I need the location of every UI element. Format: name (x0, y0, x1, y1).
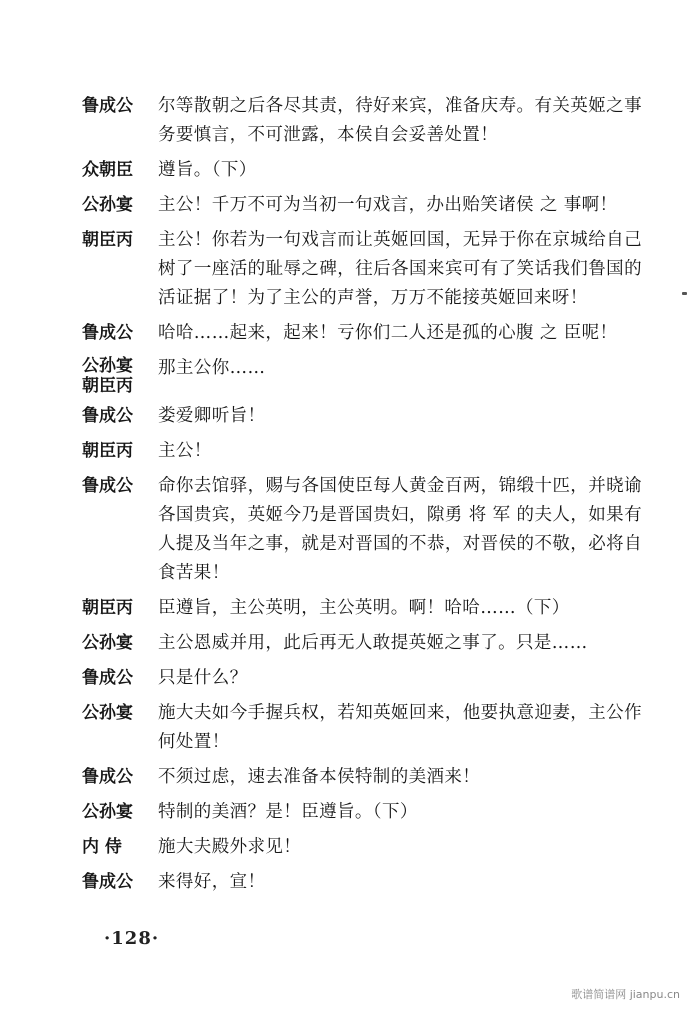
dialogue-line (82, 594, 642, 623)
dialogue-list (82, 92, 642, 903)
speaker-name: 公孙宴 (82, 703, 133, 723)
speaker-name: 鲁成公 (82, 96, 133, 116)
page-number: ·128· (104, 928, 160, 949)
speaker-name: 鲁成公 (82, 767, 133, 787)
dialogue-line (82, 629, 642, 658)
speaker-name: 鲁成公 (82, 323, 133, 343)
dialogue-text: 只是什么？ (158, 668, 248, 688)
dialogue-line (82, 156, 642, 185)
speaker-name: 鲁成公 (82, 668, 133, 688)
dialogue-line (82, 319, 642, 348)
scan-mark (682, 292, 687, 295)
dialogue-text: 哈哈……起来，起来！亏你们二人还是孤的心腹 之 臣呢！ (158, 323, 618, 343)
dialogue-line (82, 833, 642, 862)
speaker-name: 公孙宴 朝臣丙 (82, 356, 133, 396)
dialogue-line (82, 664, 642, 693)
dialogue-line (82, 354, 642, 396)
dialogue-text: 臣遵旨，主公英明，主公英明。啊！哈哈……（下） (158, 598, 570, 618)
dialogue-text: 特制的美酒？是！臣遵旨。（下） (158, 802, 418, 822)
dialogue-line (82, 437, 642, 466)
dialogue-text: 主公恩威并用，此后再无人敢提英姬之事了。只是…… (158, 633, 588, 653)
speaker-name: 鲁成公 (82, 476, 133, 496)
dialogue-line (82, 699, 642, 757)
speaker-name: 朝臣丙 (82, 598, 133, 618)
dialogue-text: 施大夫殿外求见！ (158, 837, 302, 857)
dialogue-line (82, 472, 642, 588)
dialogue-text: 不须过虑，速去准备本侯特制的美酒来！ (158, 767, 481, 787)
speaker-name: 朝臣丙 (82, 441, 133, 461)
dialogue-line (82, 402, 642, 431)
speaker-name: 公孙宴 (82, 195, 133, 215)
dialogue-text: 施大夫如今手握兵权，若知英姬回来，他要执意迎妻，主公作何处置！ (158, 703, 642, 752)
speaker-name: 公孙宴 (82, 633, 133, 653)
speaker-name: 众朝臣 (82, 160, 133, 180)
dialogue-line (82, 798, 642, 827)
dialogue-line (82, 868, 642, 897)
speaker-name: 公孙宴 (82, 802, 133, 822)
dialogue-text: 那主公你…… (158, 358, 266, 378)
dialogue-line (82, 226, 642, 313)
dialogue-text: 主公！千万不可为当初一句戏言，办出贻笑诸侯 之 事啊！ (158, 195, 618, 215)
speaker-name: 鲁成公 (82, 872, 133, 892)
dialogue-text: 来得好，宣！ (158, 872, 266, 892)
dialogue-text: 主公！ (158, 441, 212, 461)
dialogue-line (82, 92, 642, 150)
dialogue-line (82, 763, 642, 792)
dialogue-text: 尔等散朝之后各尽其责，待好来宾，准备庆寿。有关英姬之事务要慎言，不可泄露，本侯自会妥善处置！ (158, 96, 642, 145)
dialogue-text: 命你去馆驿，赐与各国使臣每人黄金百两，锦缎十匹，并晓谕各国贵宾，英姬今乃是晋国贵妇，隙勇 将 军 的夫人，如果有人提及当年之事，就是对晋国的不恭，对晋侯的不敬，必将自食苦果！ (158, 476, 642, 583)
speaker-name: 朝臣丙 (82, 230, 133, 250)
speaker-name: 鲁成公 (82, 406, 133, 426)
speaker-name: 内 侍 (82, 837, 122, 857)
dialogue-text: 遵旨。（下） (158, 160, 257, 180)
dialogue-text: 主公！你若为一句戏言而让英姬回国，无异于你在京城给自己树了一座活的耻辱之碑，往后各国来宾可有了笑话我们鲁国的活证据了！为了主公的声誉，万万不能接英姬回来呀！ (158, 230, 642, 308)
dialogue-text: 娄爱卿听旨！ (158, 406, 266, 426)
watermark: 歌谱简谱网 jianpu.cn (571, 988, 680, 1001)
dialogue-line (82, 191, 642, 220)
